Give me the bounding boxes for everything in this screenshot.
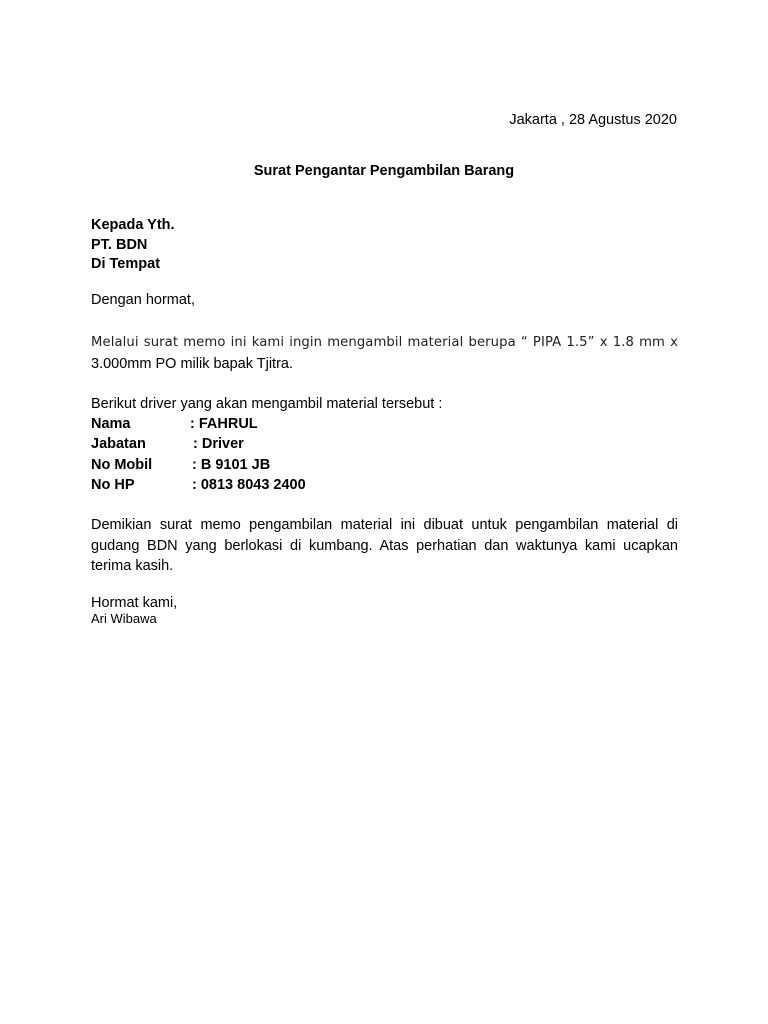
closing-phrase: Hormat kami, bbox=[91, 595, 178, 611]
salutation: Dengan hormat, bbox=[91, 292, 195, 308]
field-label: Jabatan bbox=[91, 436, 146, 453]
letter-date: Jakarta , 28 Agustus 2020 bbox=[509, 112, 677, 128]
addressee-line-1: Kepada Yth. bbox=[91, 217, 175, 233]
driver-field-position bbox=[91, 434, 306, 454]
field-label: No Mobil bbox=[91, 456, 153, 473]
driver-intro: Berikut driver yang akan mengambil material tersebut : bbox=[91, 396, 443, 412]
closing-paragraph: Demikian surat memo pengambilan material ini dibuat untuk pengambilan material di gudang BDN yang berlokasi di kumbang. Atas perhatian dan waktunya kami ucapkan terima kasih. bbox=[91, 517, 678, 574]
addressee-location: Di Tempat bbox=[91, 256, 161, 272]
driver-details bbox=[91, 414, 306, 495]
letter-title: Surat Pengantar Pengambilan Barang bbox=[253, 163, 515, 179]
driver-field-name bbox=[91, 414, 306, 434]
driver-field-phone bbox=[91, 475, 306, 495]
request-paragraph-part-1: Melalui surat memo ini kami ingin mengambil material berupa “ PIPA 1.5” x 1.8 mm x bbox=[91, 335, 678, 350]
field-value: : Driver bbox=[193, 436, 244, 453]
field-label: No HP bbox=[91, 476, 135, 493]
addressee-company: PT. BDN bbox=[91, 236, 148, 253]
field-value: : 0813 8043 2400 bbox=[192, 476, 306, 493]
request-paragraph bbox=[91, 332, 678, 374]
signer-name: Ari Wibawa bbox=[91, 611, 157, 626]
field-label: Nama bbox=[91, 416, 131, 432]
field-value: : FAHRUL bbox=[190, 416, 258, 432]
field-value: : B 9101 JB bbox=[192, 456, 271, 473]
request-paragraph-part-2: 3.000mm PO milik bapak Tjitra. bbox=[91, 355, 293, 372]
driver-field-car-number bbox=[91, 455, 306, 475]
addressee-block bbox=[91, 216, 175, 275]
